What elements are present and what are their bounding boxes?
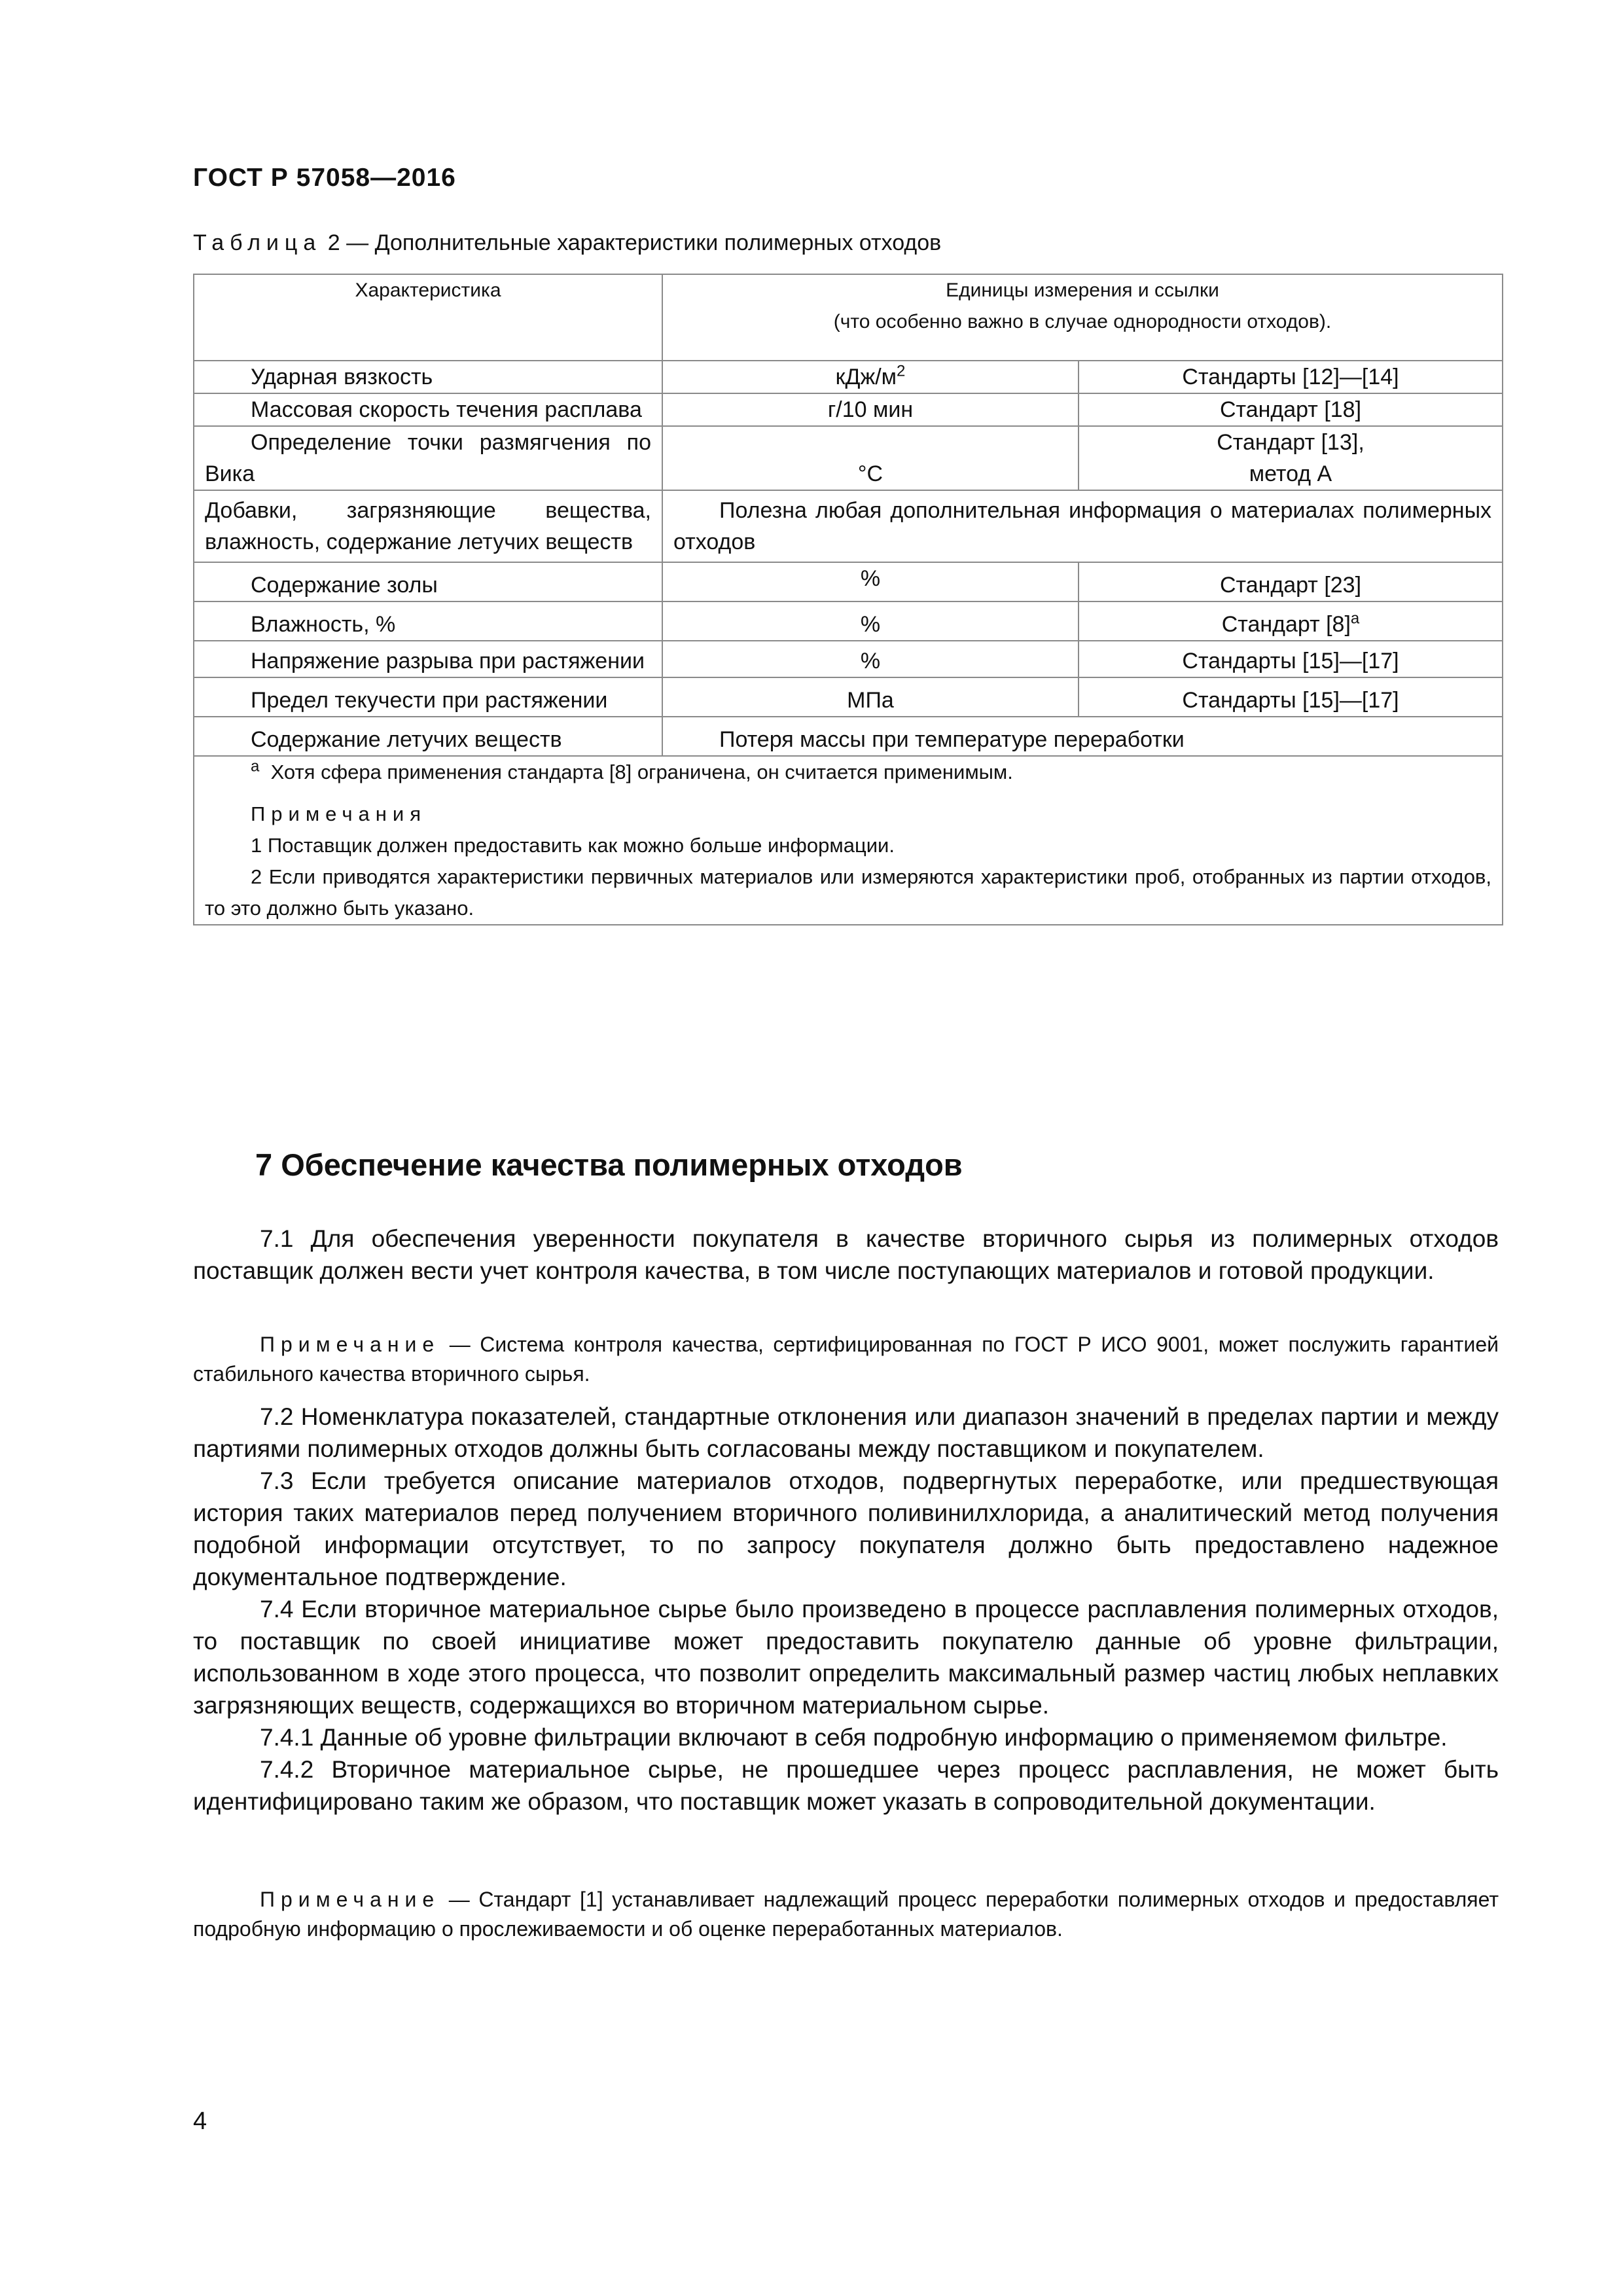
row-name: Массовая скорость течения расплава: [194, 393, 662, 426]
note-1: [193, 1330, 1499, 1389]
row-reference-superscript: а: [1350, 609, 1360, 628]
row-name: Влажность, %: [194, 601, 662, 641]
paragraph-7-4: 7.4 Если вторичное материальное сырье было произведено в процессе расплавления полимерных отходов, то поставщик по своей инициативе может предоставить покупателю данные об уровне фильтрации, использованном в ходе этого процесса, что позволит определить максимальный размер частиц любых неплавких загрязняющих веществ, содержащихся во вторичном материальном сырье.: [193, 1596, 1499, 1719]
row-name: Содержание летучих веществ: [194, 717, 662, 756]
row-reference-text: Стандарт [8]: [1221, 612, 1351, 637]
row-unit: г/10 мин: [662, 393, 1079, 426]
paragraph-7-1: 7.1 Для обеспечения уверенности покупателя в качестве вторичного сырья из полимерных отходов поставщик должен вести учет контроля качества, в том числе поступающих материалов и готовой продукции.: [193, 1225, 1499, 1284]
row-unit: %: [662, 641, 1079, 677]
table-row: [194, 717, 1503, 756]
note-1-text: — Система контроля качества, сертифицированная по ГОСТ Р ИСО 9001, может послужить гарантией стабильного качества вторичного сырья.: [193, 1333, 1499, 1386]
footnotes-cell: [194, 756, 1503, 925]
footnote-mark: а: [251, 757, 260, 776]
paragraph-7-4-2: 7.4.2 Вторичное материальное сырье, не прошедшее через процесс расплавления, не может быть идентифицировано таким же образом, что поставщик может указать в сопроводительной документации.: [193, 1756, 1499, 1815]
row-reference: [1079, 426, 1503, 490]
table-row: [194, 426, 1503, 490]
table-header-row: [194, 274, 1503, 361]
row-name: Предел текучести при растяжении: [194, 677, 662, 717]
characteristics-table: [193, 274, 1503, 925]
note-1-word: Примечание: [260, 1333, 440, 1356]
row-name: Напряжение разрыва при растяжении: [194, 641, 662, 677]
row-name: Содержание золы: [194, 562, 662, 601]
footnote: [205, 757, 1491, 788]
row-unit: МПа: [662, 677, 1079, 717]
page-number: 4: [193, 2108, 207, 2135]
table-row: [194, 490, 1503, 562]
note-2: [193, 1885, 1499, 1944]
row-unit: °С: [662, 426, 1079, 490]
table-caption-text: 2 — Дополнительные характеристики полимерных отходов: [327, 230, 942, 255]
row-reference: Стандарты [15]—[17]: [1079, 641, 1503, 677]
row-reference-line1: Стандарт [13],: [1217, 430, 1364, 455]
row-reference: Стандарты [15]—[17]: [1079, 677, 1503, 717]
paragraph-7-3: 7.3 Если требуется описание материалов отходов, подвергнутых переработке, или предшествующая история таких материалов перед получением вторичного поливинилхлорида, а аналитический метод получения подобной информации отсутствует, то по запросу покупателя должно быть предоставлено надежное документальное подтверждение.: [193, 1467, 1499, 1590]
header-units-line2: (что особенно важно в случае однородности отходов).: [833, 311, 1332, 332]
row-unit: %: [662, 601, 1079, 641]
row-merged-info: Потеря массы при температуре переработки: [662, 717, 1503, 756]
table-row: [194, 562, 1503, 601]
table-row: [194, 677, 1503, 717]
notes-title: Примечания: [251, 802, 427, 825]
row-reference: Стандарт [18]: [1079, 393, 1503, 426]
table-row: [194, 601, 1503, 641]
row-unit-superscript: 2: [897, 362, 906, 380]
header-units: [662, 274, 1503, 361]
paragraph-7-4-1: 7.4.1 Данные об уровне фильтрации включают в себя подробную информацию о применяемом фильтре.: [260, 1724, 1448, 1751]
row-name: Определение точки размягчения по Вика: [194, 426, 662, 490]
section-title: 7 Обеспечение качества полимерных отходов: [255, 1147, 963, 1182]
row-reference: [1079, 601, 1503, 641]
row-unit: %: [662, 562, 1079, 601]
row-unit: [662, 361, 1079, 393]
row-reference-line2: метод А: [1249, 461, 1332, 486]
row-unit-text: кДж/м: [835, 365, 897, 389]
note-2-block: [193, 1885, 1499, 1944]
table-row: [194, 641, 1503, 677]
table-row: [194, 361, 1503, 393]
footnote-text: Хотя сфера применения стандарта [8] ограничена, он считается применимым.: [270, 761, 1013, 783]
table-footnotes: [194, 756, 1503, 925]
table-caption-word: Таблица: [193, 230, 322, 255]
table-note-1: 1 Поставщик должен предоставить как можно больше информации.: [251, 834, 895, 857]
paragraphs-block: [193, 1401, 1499, 1818]
row-name: Добавки, загрязняющие вещества, влажность, содержание летучих веществ: [194, 490, 662, 562]
row-merged-info: Полезна любая дополнительная информация о материалах полимерных отходов: [662, 490, 1503, 562]
table-note-2: 2 Если приводятся характеристики первичных материалов или измеряются характеристики проб, отобранных из партии отходов, то это должно быть указано.: [205, 865, 1492, 920]
note-2-word: Примечание: [260, 1888, 440, 1911]
table-row: [194, 393, 1503, 426]
note-1-block: [193, 1330, 1499, 1389]
paragraph-7-2: 7.2 Номенклатура показателей, стандартные отклонения или диапазон значений в пределах партии и между партиями полимерных отходов должны быть согласованы между поставщиком и покупателем.: [193, 1403, 1499, 1462]
header-characteristic: Характеристика: [194, 274, 662, 361]
row-reference: Стандарт [23]: [1079, 562, 1503, 601]
table-caption: [193, 230, 941, 256]
header-units-line1: Единицы измерения и ссылки: [946, 279, 1219, 301]
note-2-text: — Стандарт [1] устанавливает надлежащий процесс переработки полимерных отходов и предоставляет подробную информацию о прослеживаемости и об оценке переработанных материалов.: [193, 1888, 1499, 1941]
row-reference: Стандарты [12]—[14]: [1079, 361, 1503, 393]
paragraph-7-1-block: [193, 1223, 1499, 1287]
document-code: ГОСТ Р 57058—2016: [193, 164, 456, 192]
row-name: Ударная вязкость: [194, 361, 662, 393]
